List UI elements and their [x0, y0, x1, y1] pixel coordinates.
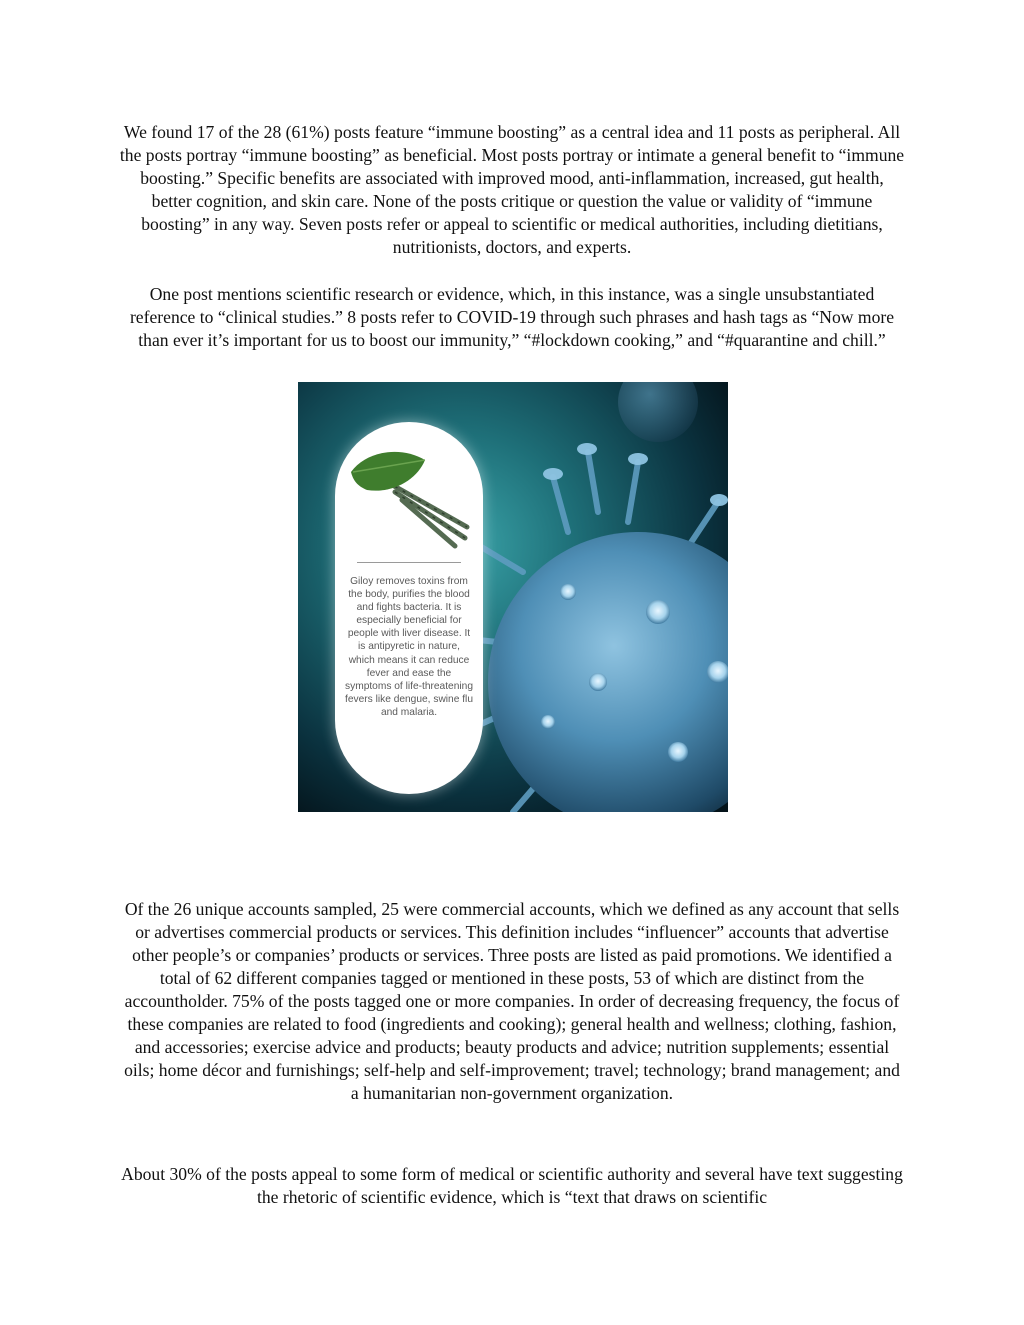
- paragraph-immune-boosting-findings: We found 17 of the 28 (61%) posts feature “immune boosting” as a central idea and 11 posts as peripheral. All the posts portray “immune boosting” as beneficial. Most posts portray or intimate a general benefit to “immune boosting.” Specific benefits are associated with improved mood, anti-inflammation, increased, gut health, better cognition, and skin care. None of the posts critique or question the value or validity of “immune boosting” in any way. Seven posts refer or appeal to scientific or medical authorities, including dietitians, nutritionists, doctors, and experts.: [119, 122, 905, 257]
- giloy-leaf-icon: [347, 442, 471, 552]
- paragraph-commercial-accounts: Of the 26 unique accounts sampled, 25 were commercial accounts, which we defined as any account that sells or advertises commercial products or services. This definition includes “influencer” accounts that advertise other people’s or companies’ products or services. Three posts are listed as paid promotions. We identified a total of 62 different companies tagged or mentioned in these posts, 53 of which are distinct from the accountholder. 75% of the posts tagged one or more companies. In order of decreasing frequency, the focus of these companies are related to food (ingredients and cooking); general health and wellness; clothing, fashion, and accessories; exercise advice and products; beauty products and advice; nutrition supplements; essential oils; home décor and furnishings; self-help and self-improvement; travel; technology; brand management; and a humanitarian non-government organization.: [124, 899, 900, 1103]
- paragraph-scientific-authority: About 30% of the posts appeal to some form of medical or scientific authority and several have text suggesting the rhetoric of scientific evidence, which is “text that draws on scientific: [121, 1164, 903, 1207]
- caption-card: [335, 422, 483, 794]
- paragraph-scientific-research-covid: One post mentions scientific research or evidence, which, in this instance, was a single unsubstantiated reference to “clinical studies.” 8 posts refer to COVID-19 through such phrases and hash tags as “Now more than ever it’s important for us to boost our immunity,” “#lockdown cooking,” and “#quarantine and chill.”: [129, 284, 895, 350]
- caption-text: Giloy removes toxins from the body, purifies the blood and fights bacteria. It is especially beneficial for people with liver disease. It is antipyretic in nature, which means it can reduce fever and ease the symptoms of life-threatening fevers like dengue, swine flu and malaria.: [345, 576, 473, 718]
- instagram-post-image: [298, 382, 728, 812]
- caption-divider: [357, 562, 461, 563]
